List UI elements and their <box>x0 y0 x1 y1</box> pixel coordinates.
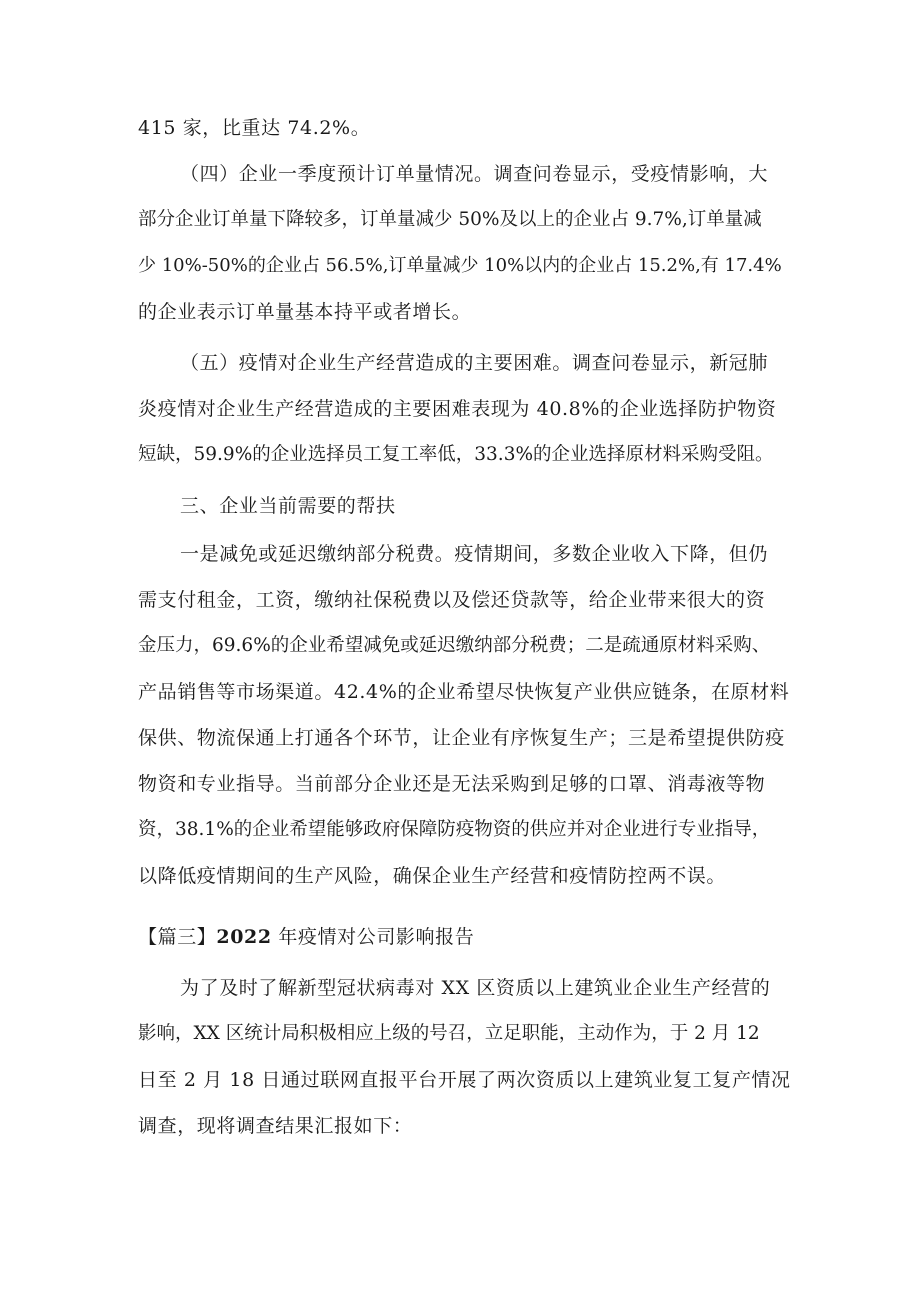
paragraph-line: 的企业表示订单量基本持平或者增长。 <box>138 301 472 323</box>
paragraph-line: 部分企业订单量下降较多，订单量减少 50%及以上的企业占 9.7%,订单量减 <box>138 209 762 230</box>
section-title-year: 2022 <box>216 926 272 948</box>
paragraph-line: 为了及时了解新型冠状病毒对 XX 区资质以上建筑业企业生产经营的 <box>180 977 771 999</box>
paragraph-line: 短缺，59.9%的企业选择员工复工率低，33.3%的企业选择原材料采购受阻。 <box>138 444 774 465</box>
paragraph-line: 金压力，69.6%的企业希望减免或延迟缴纳部分税费；二是疏通原材料采购、 <box>138 635 771 656</box>
section-title-text: 年疫情对公司影响报告 <box>271 926 475 948</box>
paragraph-line: 日至 2 月 18 日通过联网直报平台开展了两次资质以上建筑业复工复产情况 <box>138 1069 791 1091</box>
paragraph-line: 调查，现将调查结果汇报如下： <box>138 1115 413 1137</box>
paragraph-line: 物资和专业指导。当前部分企业还是无法采购到足够的口罩、消毒液等物 <box>138 773 766 795</box>
paragraph-line: 资，38.1%的企业希望能够政府保障防疫物资的供应并对企业进行专业指导， <box>138 819 771 840</box>
section-title <box>138 921 798 953</box>
paragraph-line: 炎疫情对企业生产经营造成的主要困难表现为 40.8%的企业选择防护物资 <box>138 398 777 420</box>
section-title-prefix: 【篇三】 <box>138 926 217 948</box>
paragraph-line: 一是减免或延迟缴纳部分税费。疫情期间，多数企业收入下降，但仍 <box>180 543 769 565</box>
section-heading: 三、企业当前需要的帮扶 <box>180 495 396 517</box>
paragraph-line: 保供、物流保通上打通各个环节，让企业有序恢复生产；三是希望提供防疫 <box>138 727 785 749</box>
paragraph-line: 影响，XX 区统计局积极相应上级的号召，立足职能，主动作为，于 2 月 12 <box>138 1023 760 1044</box>
paragraph-line: 以降低疫情期间的生产风险，确保企业生产经营和疫情防控两不误。 <box>138 865 727 887</box>
paragraph-line: （五）疫情对企业生产经营造成的主要困难。调查问卷显示，新冠肺 <box>180 352 769 374</box>
paragraph-line: （四）企业一季度预计订单量情况。调查问卷显示，受疫情影响，大 <box>180 163 769 185</box>
paragraph-line: 需支付租金，工资，缴纳社保税费以及偿还贷款等，给企业带来很大的资 <box>138 589 766 611</box>
paragraph-line: 产品销售等市场渠道。42.4%的企业希望尽快恢复产业供应链条，在原材料 <box>138 681 790 703</box>
paragraph-line: 415 家，比重达 74.2%。 <box>138 117 371 139</box>
paragraph-line: 少 10%-50%的企业占 56.5%,订单量减少 10%以内的企业占 15.2%,有 17.4% <box>138 255 782 276</box>
